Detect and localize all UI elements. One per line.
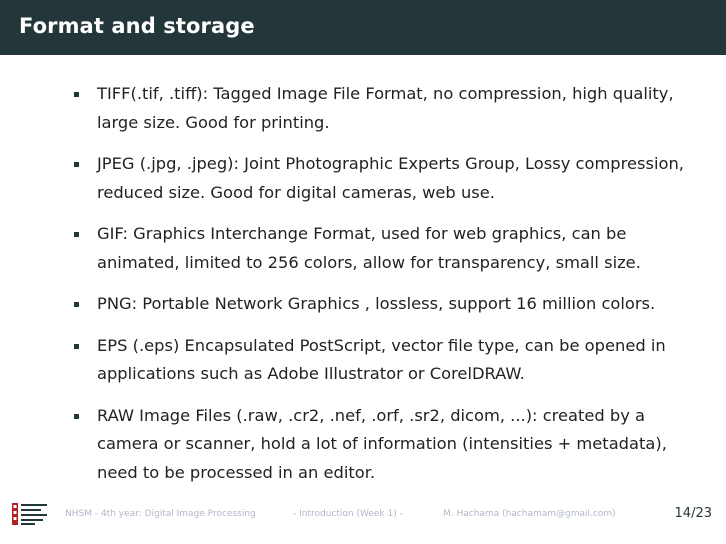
slide-title: Format and storage bbox=[19, 14, 255, 38]
footer-course: NHSM - 4th year: Digital Image Processing bbox=[65, 509, 256, 519]
bullet-text: TIFF(.tif, .tiff): Tagged Image File Format, no compression, high quality, large size. Good for printing. bbox=[97, 84, 674, 132]
bullet-text: GIF: Graphics Interchange Format, used for web graphics, can be animated, limited to 256 colors, allow for transparency, small size. bbox=[97, 224, 641, 272]
bullet-marker-icon bbox=[74, 162, 79, 167]
list-item bbox=[0, 80, 726, 137]
bullet-marker-icon bbox=[74, 302, 79, 307]
bullet-text: PNG: Portable Network Graphics , lossless, support 16 million colors. bbox=[97, 294, 656, 313]
bullet-text: JPEG (.jpg, .jpeg): Joint Photographic Experts Group, Lossy compression, reduced size. Good for digital cameras, web use. bbox=[97, 154, 684, 202]
slide-footer bbox=[0, 496, 726, 536]
list-item bbox=[0, 220, 726, 277]
page-number: 14/23 bbox=[674, 506, 712, 521]
bullet-marker-icon bbox=[74, 344, 79, 349]
list-item bbox=[0, 402, 726, 488]
list-item bbox=[0, 290, 726, 319]
institution-logo-icon bbox=[12, 501, 50, 527]
title-bar bbox=[0, 0, 726, 55]
slide-content bbox=[0, 80, 726, 500]
bullet-text: RAW Image Files (.raw, .cr2, .nef, .orf, .sr2, dicom, ...): created by a camera or scanner, hold a lot of information (intensities + metadata), need to be processed in an editor. bbox=[97, 405, 667, 482]
footer-author: M. Hachama (hachamam@gmail.com) bbox=[443, 509, 616, 519]
bullet-marker-icon bbox=[74, 232, 79, 237]
footer-section: - Introduction (Week 1) - bbox=[293, 509, 403, 519]
list-item bbox=[0, 150, 726, 207]
bullet-marker-icon bbox=[74, 414, 79, 419]
list-item bbox=[0, 332, 726, 389]
bullet-marker-icon bbox=[74, 92, 79, 97]
bullet-list bbox=[0, 80, 726, 487]
bullet-text: EPS (.eps) Encapsulated PostScript, vector file type, can be opened in applications such as Adobe Illustrator or CorelDRAW. bbox=[97, 335, 666, 383]
